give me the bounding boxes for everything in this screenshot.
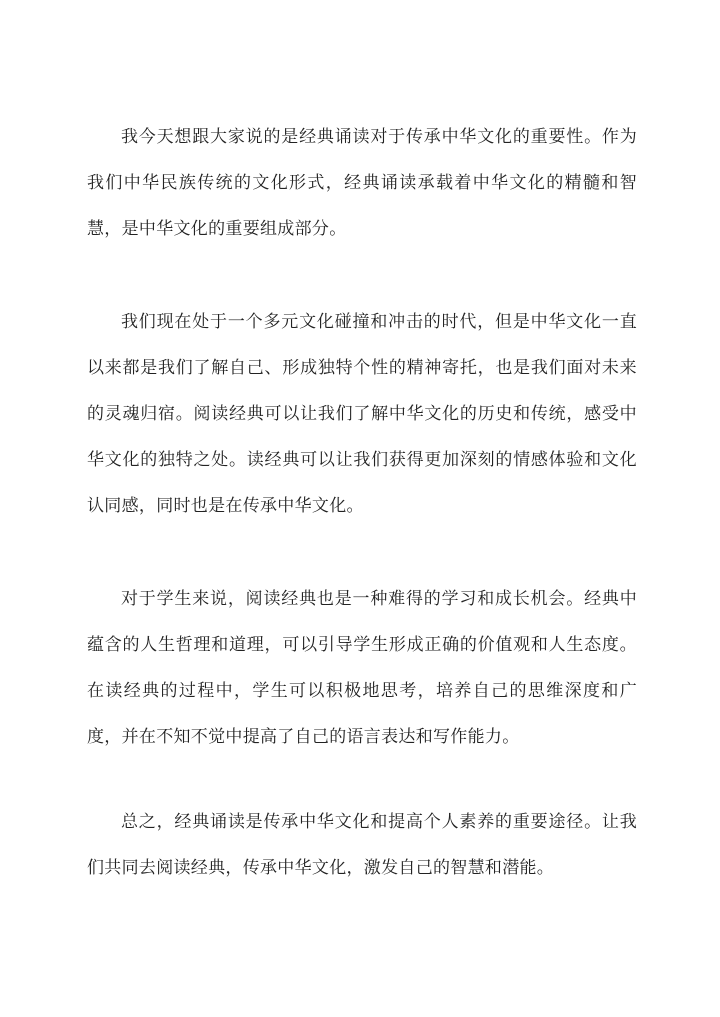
paragraph-students: 对于学生来说，阅读经典也是一种难得的学习和成长机会。经典中蕴含的人生哲理和道理，可以引导学生形成正确的价值观和人生态度。在读经典的过程中，学生可以积极地思考，培养自己的思维深度和广度，并在不知不觉中提高了自己的语言表达和写作能力。 (87, 589, 637, 747)
paragraph-intro: 我今天想跟大家说的是经典诵读对于传承中华文化的重要性。作为我们中华民族传统的文化形式，经典诵读承载着中华文化的精髓和智慧，是中华文化的重要组成部分。 (87, 127, 637, 239)
paragraph-conclusion: 总之，经典诵读是传承中华文化和提高个人素养的重要途径。让我们共同去阅读经典，传承中华文化，激发自己的智慧和潜能。 (87, 812, 637, 878)
paragraph-era: 我们现在处于一个多元文化碰撞和冲击的时代，但是中华文化一直以来都是我们了解自己、形成独特个性的精神寄托，也是我们面对未来的灵魂归宿。阅读经典可以让我们了解中华文化的历史和传统，感受中华文化的独特之处。读经典可以让我们获得更加深刻的情感体验和文化认同感，同时也是在传承中华文化。 (87, 312, 637, 516)
